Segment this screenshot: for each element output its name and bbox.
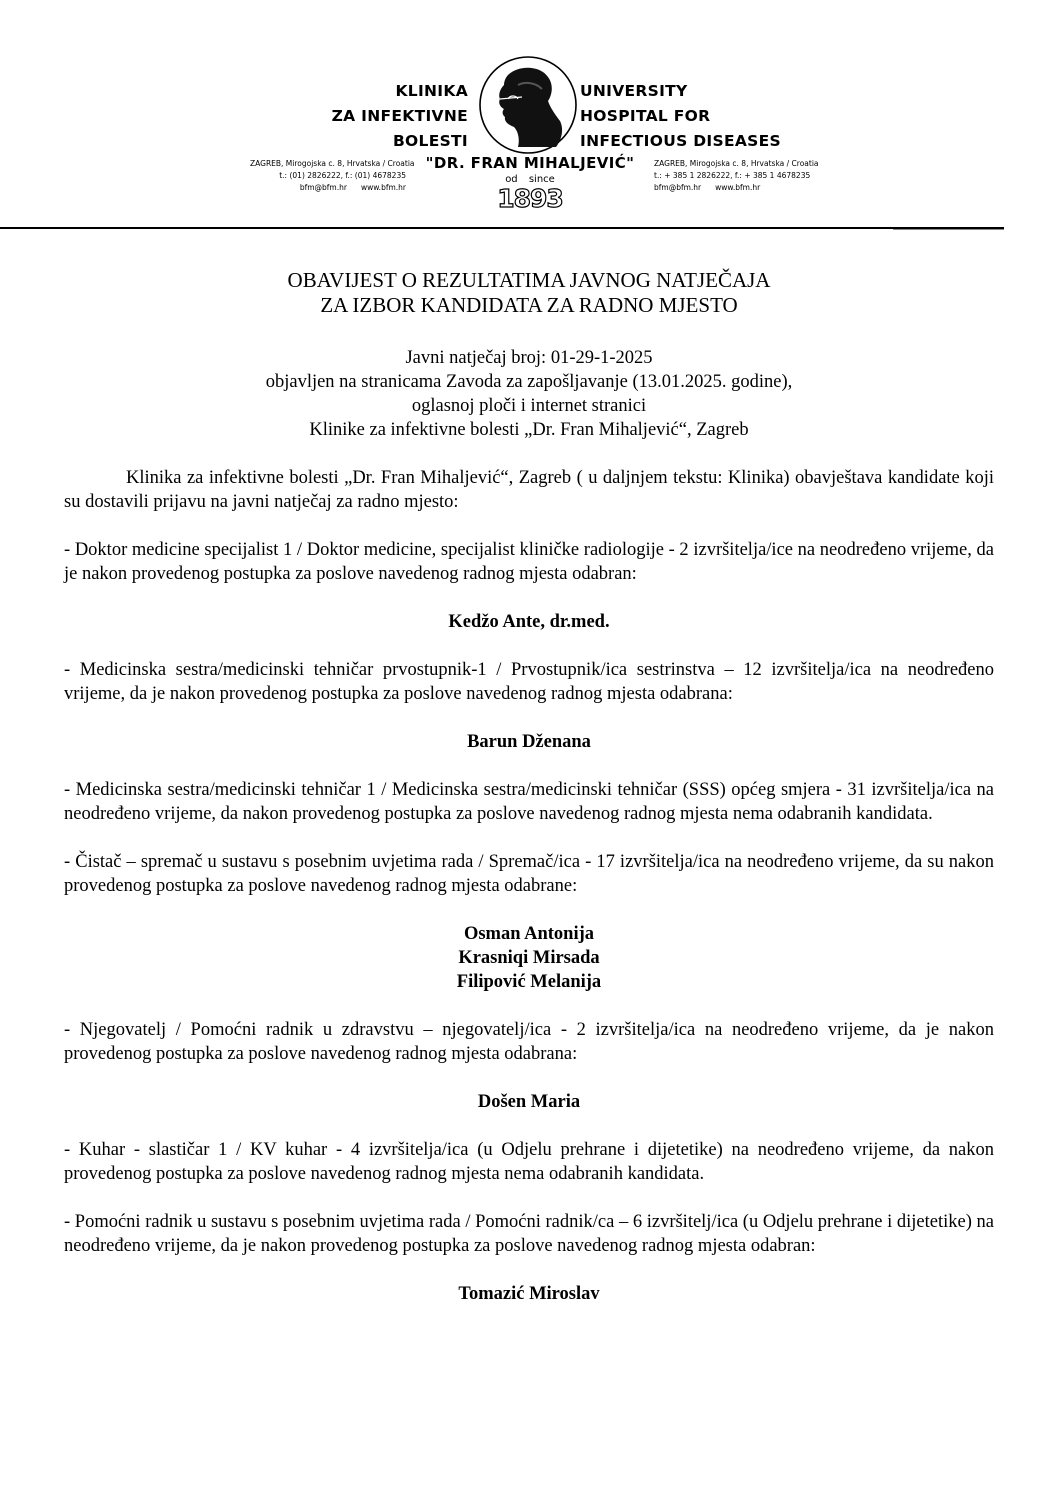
position-description: - Kuhar - slastičar 1 / KV kuhar - 4 izvršitelja/ica (u Odjelu prehrane i dijetetike) na neodređeno vrijeme, da nakon provedenog postupka za poslove navedenog radnog mjesta nema odabranih kandidata. — [64, 1140, 994, 1184]
competition-number: Javni natječaj broj: 01-29-1-2025 — [405, 348, 653, 368]
competition-info — [64, 346, 994, 442]
position-description: - Pomoćni radnik u sustavu s posebnim uvjetima rada / Pomoćni radnik/ca – 6 izvršitelj/ica (u Odjelu prehrane i dijetetike) na neodređeno vrijeme, da je nakon provedenog postupka za poslove navedenog radnog mjesta odabran: — [64, 1212, 994, 1256]
intro-paragraph: Klinika za infektivne bolesti „Dr. Fran Mihaljević“, Zagreb ( u daljnjem tekstu: Klinika) obavještava kandidate koji su dostavili prijavu na javni natječaj za radno mjesto: — [64, 468, 994, 512]
position-description: - Medicinska sestra/medicinski tehničar prvostupnik-1 / Prvostupnik/ica sestrinstva – 12 izvršitelja/ica na neodređeno vrijeme, da je nakon provedenog postupka za poslove navedenog radnog mjesta odabrana: — [64, 660, 994, 704]
selected-candidate: Barun Dženana — [467, 732, 591, 752]
letterhead-name-english — [580, 79, 781, 154]
letterhead-line: ZA INFEKTIVNE — [331, 107, 468, 125]
publication-info: oglasnoj ploči i internet stranici — [411, 396, 647, 416]
email-link[interactable]: bfm@bfm.hr — [654, 183, 702, 192]
selected-candidate: Filipović Melanija — [456, 972, 602, 992]
title-line: OBAVIJEST O REZULTATIMA JAVNOG NATJEČAJA — [287, 268, 771, 292]
since-label: od since — [505, 174, 555, 185]
letterhead-line: BOLESTI — [392, 132, 468, 150]
address: ZAGREB, Mirogojska c. 8, Hrvatska / Croatia — [654, 159, 819, 168]
selected-candidate: Osman Antonija — [463, 924, 595, 944]
header-divider — [0, 227, 1004, 229]
email-web-line — [250, 182, 406, 194]
letterhead-name-croatian — [332, 79, 468, 154]
address: ZAGREB, Mirogojska c. 8, Hrvatska / Croatia — [250, 159, 415, 168]
selected-candidate: Krasniqi Mirsada — [458, 948, 600, 968]
document-body — [64, 268, 994, 1306]
letterhead-line: INFECTIOUS DISEASES — [580, 132, 781, 150]
since-year: 1893 — [497, 184, 563, 213]
phone: t.: + 385 1 2826222, f.: + 385 1 4678235 — [654, 171, 811, 180]
letterhead-line: KLINIKA — [395, 82, 468, 100]
publication-info: objavljen na stranicama Zavoda za zapošljavanje (13.01.2025. godine), — [265, 372, 793, 392]
letterhead-line: HOSPITAL FOR — [580, 107, 711, 125]
title-line: ZA IZBOR KANDIDATA ZA RADNO MJESTO — [320, 293, 738, 317]
selected-candidate: Došen Maria — [477, 1092, 581, 1112]
email-web-line — [654, 182, 810, 194]
position-description: - Njegovatelj / Pomoćni radnik u zdravstvu – njegovatelj/ica - 2 izvršitelja/ica na neodređeno vrijeme, da je nakon provedenog postupka za poslove navedenog radnog mjesta odabrana: — [64, 1020, 994, 1064]
portrait-medallion-icon — [478, 55, 578, 155]
header-divider-accent — [893, 229, 1004, 230]
letterhead — [0, 0, 1058, 230]
position-description: - Čistač – spremač u sustavu s posebnim uvjetima rada / Spremač/ica - 17 izvršitelja/ica na neodređeno vrijeme, da su nakon provedenog postupka za poslove navedenog radnog mjesta odabrane: — [64, 852, 994, 896]
document-title — [64, 268, 994, 318]
letterhead-line: UNIVERSITY — [580, 82, 688, 100]
letterhead-contact-band — [250, 154, 819, 216]
website-link[interactable]: www.bfm.hr — [360, 183, 406, 192]
position-description: - Medicinska sestra/medicinski tehničar 1 / Medicinska sestra/medicinski tehničar (SSS) općeg smjera - 31 izvršitelja/ica na neodređeno vrijeme, da nakon provedenog postupka za poslove navedenog radnog mjesta nema odabranih kandidata. — [64, 780, 994, 824]
position-description: - Doktor medicine specijalist 1 / Doktor medicine, specijalist kliničke radiologije - 2 izvršitelja/ice na neodređeno vrijeme, da je nakon provedenog postupka za poslove navedenog radnog mjesta odabran: — [64, 540, 994, 584]
publication-info: Klinike za infektivne bolesti „Dr. Fran Mihaljević“, Zagreb — [309, 420, 749, 440]
selected-candidate: Kedžo Ante, dr.med. — [448, 612, 610, 632]
contact-croatian — [250, 158, 415, 194]
contact-english — [654, 158, 819, 194]
institution-name: "DR. FRAN MIHALJEVIĆ" — [425, 154, 635, 172]
phone: t.: (01) 2826222, f.: (01) 4678235 — [279, 171, 406, 180]
selected-candidate: Tomazić Miroslav — [458, 1284, 600, 1304]
website-link[interactable]: www.bfm.hr — [715, 183, 761, 192]
since-badge — [495, 174, 565, 212]
email-link[interactable]: bfm@bfm.hr — [299, 183, 347, 192]
